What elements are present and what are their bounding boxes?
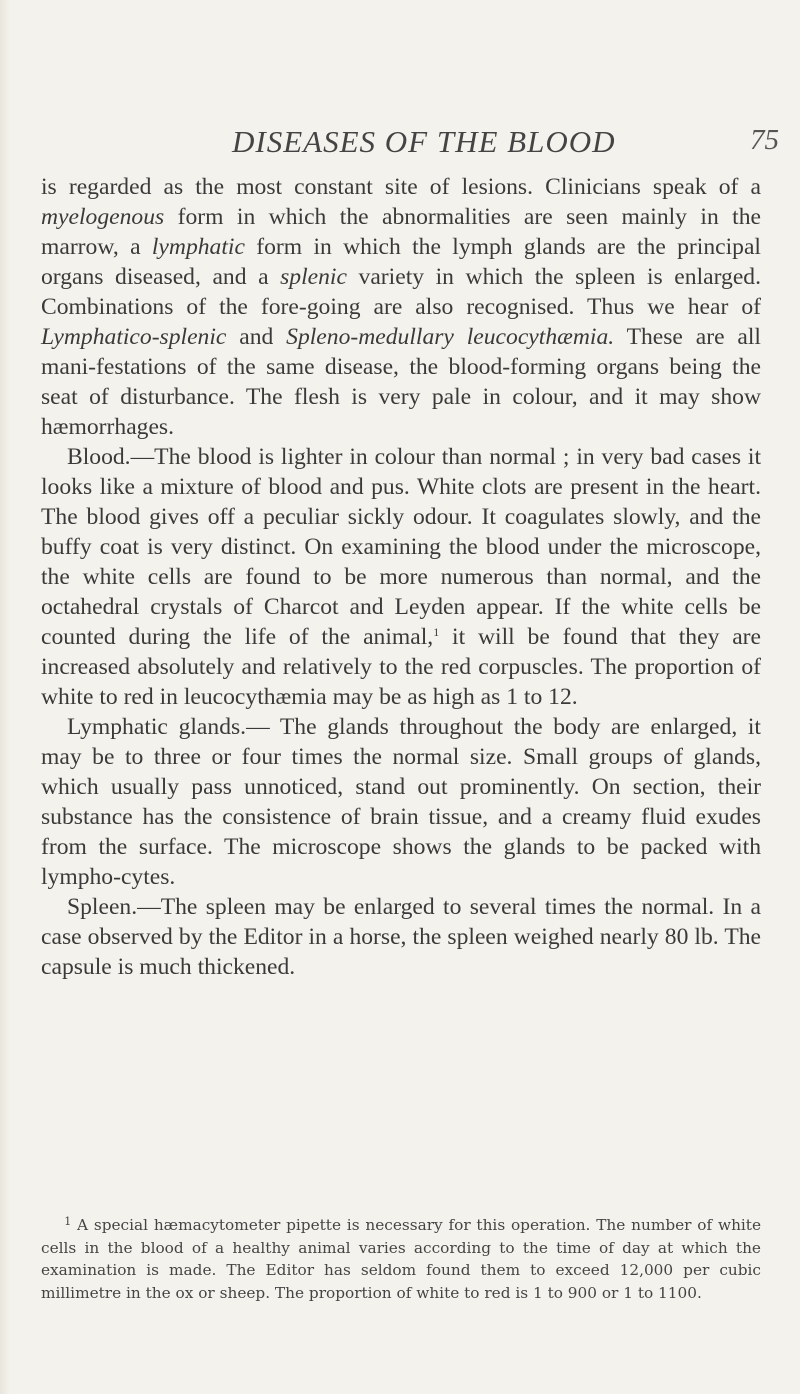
paragraph-blood bbox=[41, 442, 761, 712]
text-run: form in which the lymph glands are the principal organs diseased, and a bbox=[41, 234, 761, 290]
text-run: form in which the abnormalities are seen mainly in the marrow, a bbox=[41, 204, 761, 260]
footnote-text: A special hæmacytometer pipette is necessary for this operation. The number of white cells in the blood of a healthy animal varies according to the time of day at which the examination is made. The Editor has seldom found them to exceed 12,000 per cubic millimetre in the ox or sheep. The proportion of white to red is 1 to 900 or 1 to 1100. bbox=[41, 1216, 762, 1302]
italic-term-spleno-medullary: Spleno-medullary leucocythæmia. bbox=[286, 324, 615, 350]
page-header bbox=[0, 124, 800, 164]
page-edge-shadow bbox=[0, 0, 10, 1394]
text-run: Blood.—The blood is lighter in colour than normal ; in very bad cases it looks like a mixture of blood and pus. White clots are present in the heart. The blood gives off a peculiar sickly odour. It coagulates slowly, and the buffy coat is very distinct. On examining the blood under the microscope, the white cells are found to be more numerous than normal, and the octahedral crystals of Charcot and Leyden appear. If the white cells be counted during the life of the animal, bbox=[41, 444, 761, 650]
paragraph-spleen: Spleen.—The spleen may be enlarged to several times the normal. In a case observed by the Editor in a horse, the spleen weighed nearly 80 lb. The capsule is much thickened. bbox=[41, 894, 761, 980]
footnote-reference: 1 bbox=[433, 625, 440, 639]
paragraph-intro bbox=[41, 172, 761, 442]
body-text bbox=[41, 172, 761, 982]
italic-term-lymphatico-splenic: Lymphatico-splenic bbox=[41, 324, 227, 350]
text-run: and bbox=[226, 324, 287, 350]
text-run: These are all mani-festations of the same disease, the blood-forming organs being the seat of disturbance. The flesh is very pale in colour, and it may show hæmorrhages. bbox=[41, 324, 761, 440]
italic-term-lymphatic: lymphatic bbox=[151, 234, 245, 260]
page-number: 75 bbox=[750, 124, 779, 156]
footnote bbox=[41, 1214, 761, 1304]
text-run: is regarded as the most constant site of lesions. Clinicians speak of a bbox=[41, 174, 761, 200]
italic-term-myelogenous: myelogenous bbox=[41, 204, 165, 230]
text-run: it will be found that they are increased absolutely and relatively to the red corpuscles. The proportion of white to red in leucocythæmia may be as high as 1 to 12. bbox=[41, 624, 762, 710]
text-run: variety in which the spleen is enlarged. Combinations of the fore-going are also recognised. Thus we hear of bbox=[41, 264, 761, 320]
running-title: DISEASES OF THE BLOOD bbox=[232, 124, 616, 159]
paragraph-lymphatic-glands: Lymphatic glands.— The glands throughout the body are enlarged, it may be to three or four times the normal size. Small groups of glands, which usually pass unnoticed, stand out prominently. On section, their substance has the consistence of brain tissue, and a creamy fluid exudes from the surface. The microscope shows the glands to be packed with lympho-cytes. bbox=[41, 714, 761, 890]
italic-term-splenic: splenic bbox=[280, 264, 347, 290]
footnote-marker: 1 bbox=[64, 1215, 72, 1228]
